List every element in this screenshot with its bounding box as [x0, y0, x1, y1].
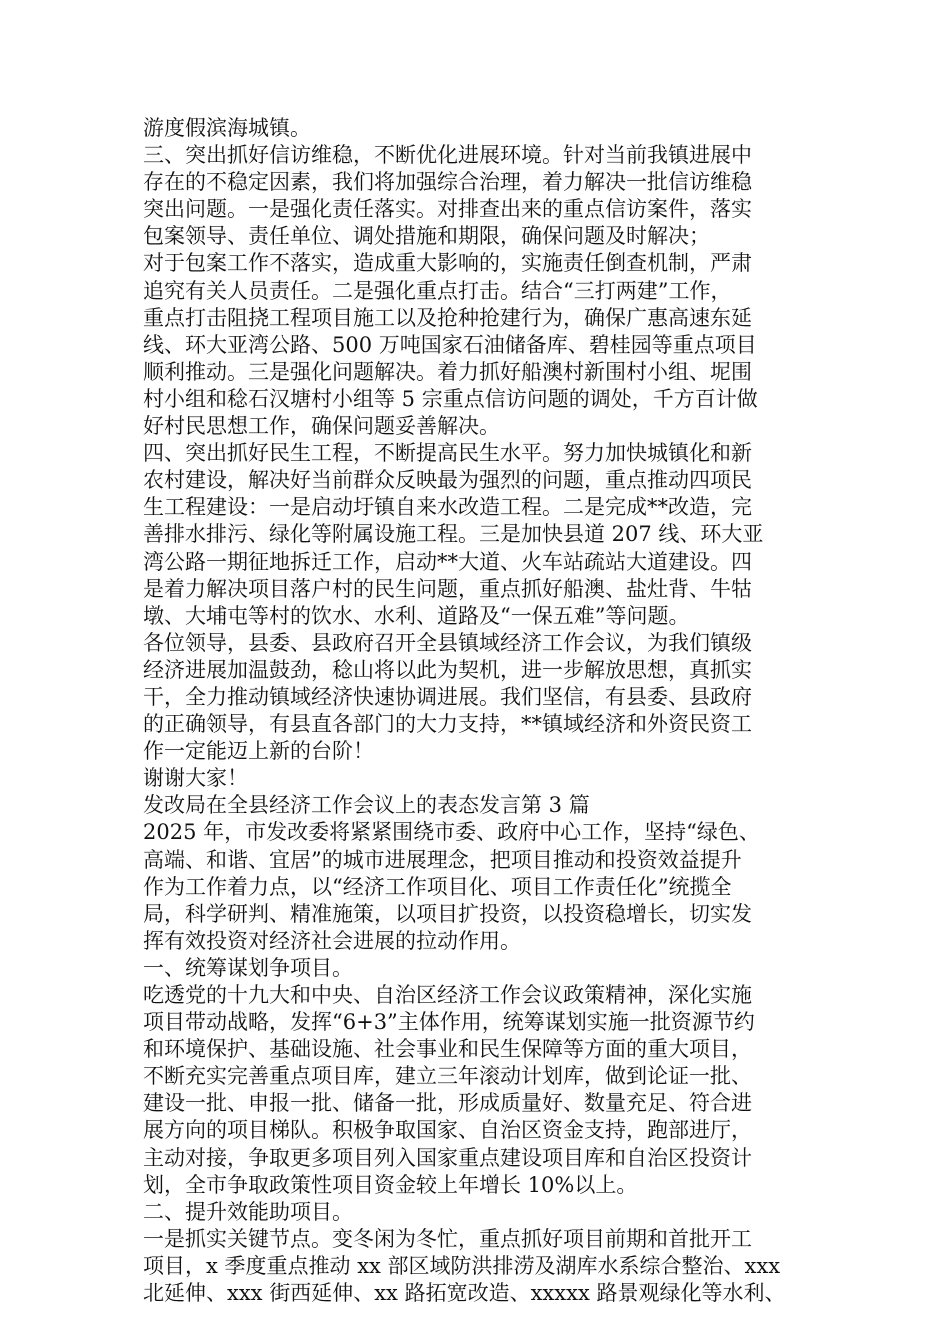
text-line: 2025 年，市发改委将紧紧围绕市委、政府中心工作，坚持“绿色、 [143, 820, 760, 845]
text-line: 追究有关人员责任。二是强化重点打击。结合“三打两建”工作， [143, 278, 732, 303]
text-line: 和环境保护、基础设施、社会事业和民生保障等方面的重大项目， [143, 1037, 752, 1062]
text-line: 建设一批、申报一批、储备一批，形成质量好、数量充足、符合进 [143, 1091, 752, 1116]
text-line: 作为工作着力点，以“经济工作项目化、项目工作责任化”统揽全 [143, 874, 732, 899]
text-line: 生工程建设：一是启动圩镇自来水改造工程。二是完成**改造，完 [143, 495, 752, 520]
text-line: 各位领导，县委、县政府召开全县镇域经济工作会议，为我们镇级 [143, 630, 752, 655]
text-line: 善排水排污、绿化等附属设施工程。三是加快县道 207 线、环大亚 [143, 522, 764, 547]
text-line: 划，全市争取政策性项目资金较上年增长 10%以上。 [143, 1172, 638, 1197]
section-heading-line: 二、提升效能助项目。 [143, 1199, 353, 1224]
text-line: 突出问题。一是强化责任落实。对排查出来的重点信访案件，落实 [143, 197, 752, 222]
text-line: 重点打击阻挠工程项目施工以及抢种抢建行为，确保广惠高速东延 [143, 305, 752, 330]
text-line: 作一定能迈上新的台阶！ [143, 739, 374, 764]
text-line: 对于包案工作不落实，造成重大影响的，实施责任倒查机制，严肃 [143, 251, 752, 276]
document-body [143, 115, 823, 1307]
text-line: 顺利推动。三是强化问题解决。着力抓好船澳村新围村小组、坭围 [143, 359, 752, 384]
closing-line: 谢谢大家！ [143, 766, 248, 791]
text-line: 湾公路一期征地拆迁工作，启动**大道、火车站疏站大道建设。四 [143, 549, 752, 574]
section-heading-line: 四、突出抓好民生工程，不断提高民生水平。努力加快城镇化和新 [143, 441, 752, 466]
text-line: 村小组和稔石汉塘村小组等 5 宗重点信访问题的调处，千方百计做 [143, 386, 758, 411]
text-line: 项目带动战略，发挥“6+3”主体作用，统筹谋划实施一批资源节约 [143, 1010, 755, 1035]
text-line: 一是抓实关键节点。变冬闲为冬忙，重点抓好项目前期和首批开工 [143, 1226, 752, 1251]
text-line: 吃透党的十九大和中央、自治区经济工作会议政策精神，深化实施 [143, 983, 752, 1007]
text-line: 干，全力推动镇域经济快速协调进展。我们坚信，有县委、县政府 [143, 684, 752, 709]
text-line: 的正确领导，有县直各部门的大力支持，**镇域经济和外资民资工 [143, 712, 752, 737]
text-line: 高端、和谐、宜居”的城市进展理念，把项目推动和投资效益提升 [143, 847, 742, 872]
text-line: 主动对接，争取更多项目列入国家重点建设项目库和自治区投资计 [143, 1145, 752, 1170]
text-line: 游度假滨海城镇。 [143, 116, 311, 140]
section-heading-line: 三、突出抓好信访维稳，不断优化进展环境。针对当前我镇进展中 [143, 143, 752, 168]
section-heading-line: 一、统筹谋划争项目。 [143, 955, 353, 980]
text-line: 不断充实完善重点项目库，建立三年滚动计划库，做到论证一批、 [143, 1064, 752, 1089]
text-line: 墩、大埔屯等村的饮水、水利、道路及“一保五难”等问题。 [143, 603, 690, 628]
text-line: 是着力解决项目落户村的民生问题，重点抓好船澳、盐灶背、牛牯 [143, 576, 752, 601]
text-line: 挥有效投资对经济社会进展的拉动作用。 [143, 928, 521, 953]
text-line: 农村建设，解决好当前群众反映最为强烈的问题，重点推动四项民 [143, 468, 752, 493]
document-title-line: 发改局在全县经济工作会议上的表态发言第 3 篇 [143, 793, 590, 818]
text-line: 展方向的项目梯队。积极争取国家、自治区资金支持，跑部进厅， [143, 1118, 752, 1143]
text-line: 包案领导、责任单位、调处措施和期限，确保问题及时解决； [143, 224, 710, 249]
text-line: 经济进展加温鼓劲，稔山将以此为契机，进一步解放思想，真抓实 [143, 657, 752, 682]
text-line: 存在的不稳定因素，我们将加强综合治理，着力解决一批信访维稳 [143, 170, 752, 195]
text-line: 北延伸、xxx 街西延伸、xx 路拓宽改造、xxxxx 路景观绿化等水利、 [143, 1281, 786, 1306]
text-line: 线、环大亚湾公路、500 万吨国家石油储备库、碧桂园等重点项目 [143, 332, 757, 357]
text-line: 局，科学研判、精准施策，以项目扩投资，以投资稳增长，切实发 [143, 901, 752, 926]
text-line: 好村民思想工作，确保问题妥善解决。 [143, 414, 500, 439]
text-line: 项目，x 季度重点推动 xx 部区域防洪排涝及湖库水系综合整治、xxx [143, 1253, 781, 1278]
